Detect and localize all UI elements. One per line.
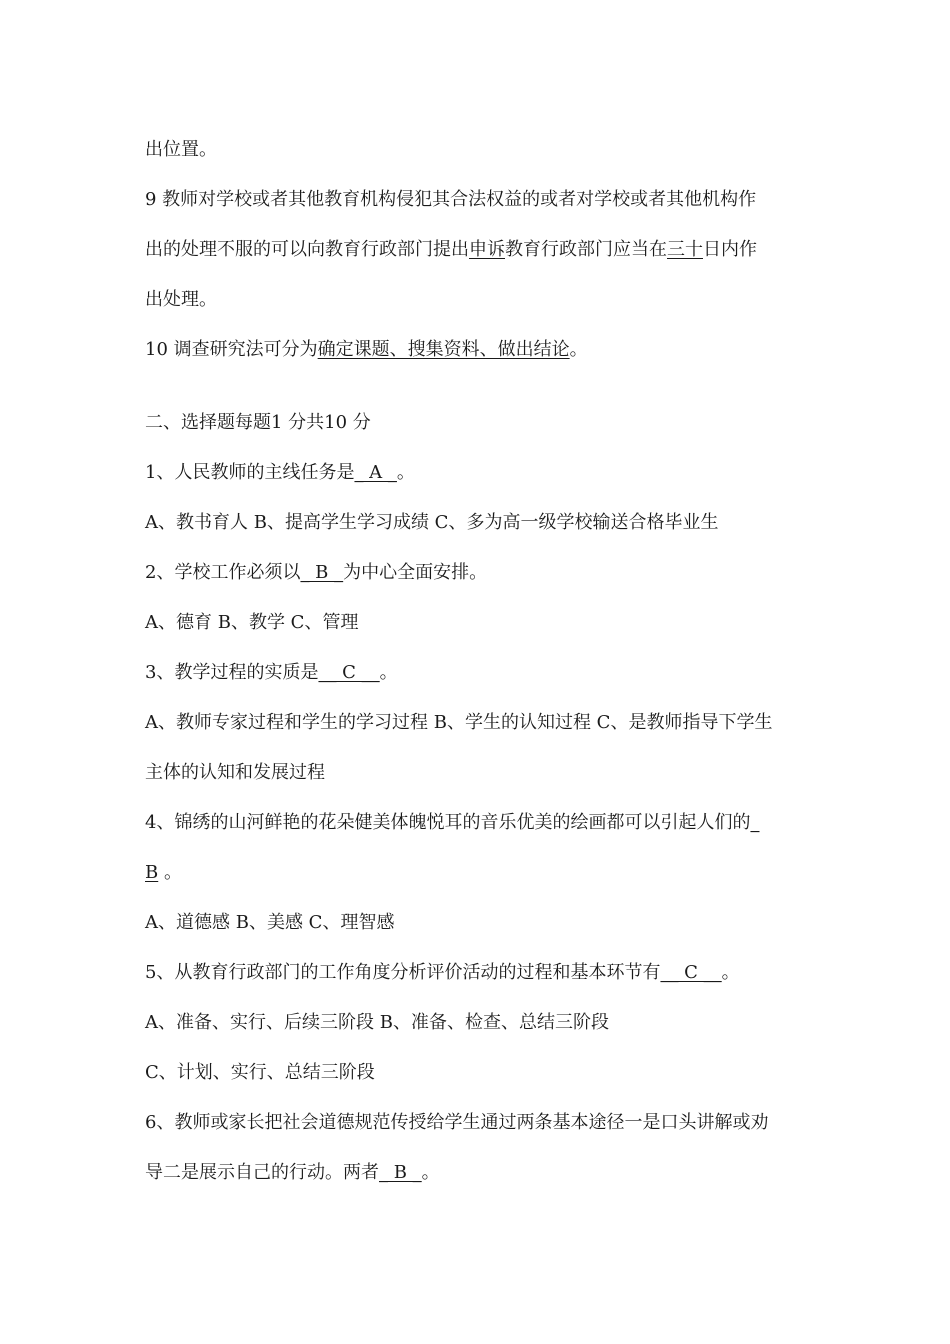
underlined-answer: _ B _: [300, 562, 344, 583]
text-segment: 日内作: [703, 239, 757, 260]
text-line: [145, 237, 757, 263]
text-segment: A、道德感 B、美感 C、理智感: [145, 912, 395, 933]
text-segment: 教育行政部门应当在: [505, 239, 667, 260]
text-line: [145, 460, 415, 486]
text-segment: 1、人民教师的主线任务是: [145, 462, 355, 483]
text-segment: C、计划、实行、总结三阶段: [145, 1062, 375, 1083]
text-segment: 。: [379, 662, 398, 683]
text-segment: 为中心全面安排。: [343, 562, 488, 583]
underlined-answer: 确定课题、搜集资料、做出结论: [317, 339, 570, 360]
underlined-answer: __ C __: [660, 962, 722, 983]
underlined-answer: 申诉: [469, 239, 505, 260]
text-segment: 出位置。: [145, 139, 217, 160]
text-line: [145, 760, 325, 786]
underlined-answer: 三十: [667, 239, 703, 260]
text-segment: 二、选择题每题1 分共10 分: [145, 412, 371, 433]
text-line: [145, 910, 394, 936]
text-line: [145, 1060, 375, 1086]
text-segment: A、准备、实行、后续三阶段 B、准备、检查、总结三阶段: [145, 1012, 609, 1033]
text-line: [145, 1110, 768, 1136]
text-segment: A、教书育人 B、提高学生学习成绩 C、多为高一级学校输送合格毕业生: [145, 512, 719, 533]
text-line: [145, 1010, 609, 1036]
text-line: [145, 660, 398, 686]
text-segment: 。: [569, 339, 588, 360]
text-segment: 。: [396, 462, 415, 483]
text-line: [145, 560, 487, 586]
text-line: [145, 610, 358, 636]
text-line: [145, 510, 718, 536]
text-line: [145, 287, 217, 313]
text-line: [145, 187, 756, 213]
underlined-answer: _ B _: [379, 1162, 422, 1183]
text-segment: A、德育 B、教学 C、管理: [145, 612, 359, 633]
text-segment: 6、教师或家长把社会道德规范传授给学生通过两条基本途径一是口头讲解或劝: [145, 1112, 769, 1133]
text-line: [145, 337, 588, 363]
text-line: [145, 710, 772, 736]
text-segment: 3、教学过程的实质是: [145, 662, 319, 683]
text-line: [145, 860, 182, 886]
text-segment: 。: [421, 1162, 440, 1183]
underlined-answer: _: [750, 812, 760, 833]
text-segment: 。: [158, 862, 182, 883]
text-line: [145, 137, 217, 163]
text-line: [145, 810, 759, 836]
text-segment: 出的处理不服的可以向教育行政部门提出: [145, 239, 469, 260]
text-segment: A、教师专家过程和学生的学习过程 B、学生的认知过程 C、是教师指导下学生: [145, 712, 773, 733]
text-segment: 导二是展示自己的行动。两者: [145, 1162, 379, 1183]
text-segment: 2、学校工作必须以: [145, 562, 301, 583]
text-segment: 。: [721, 962, 740, 983]
text-segment: 出处理。: [145, 289, 217, 310]
text-line: [145, 410, 371, 436]
text-line: [145, 1160, 440, 1186]
underlined-answer: B: [145, 862, 159, 883]
text-line: [145, 960, 740, 986]
underlined-answer: __ C __: [318, 662, 380, 683]
text-segment: 主体的认知和发展过程: [145, 762, 325, 783]
text-segment: 10 调查研究法可分为: [145, 339, 318, 360]
text-segment: 5、从教育行政部门的工作角度分析评价活动的过程和基本环节有: [145, 962, 661, 983]
text-segment: 9 教师对学校或者其他教育机构侵犯其合法权益的或者对学校或者其他机构作: [145, 189, 757, 210]
underlined-answer: _ A _: [354, 462, 397, 483]
text-segment: 4、锦绣的山河鲜艳的花朵健美体魄悦耳的音乐优美的绘画都可以引起人们的: [145, 812, 751, 833]
